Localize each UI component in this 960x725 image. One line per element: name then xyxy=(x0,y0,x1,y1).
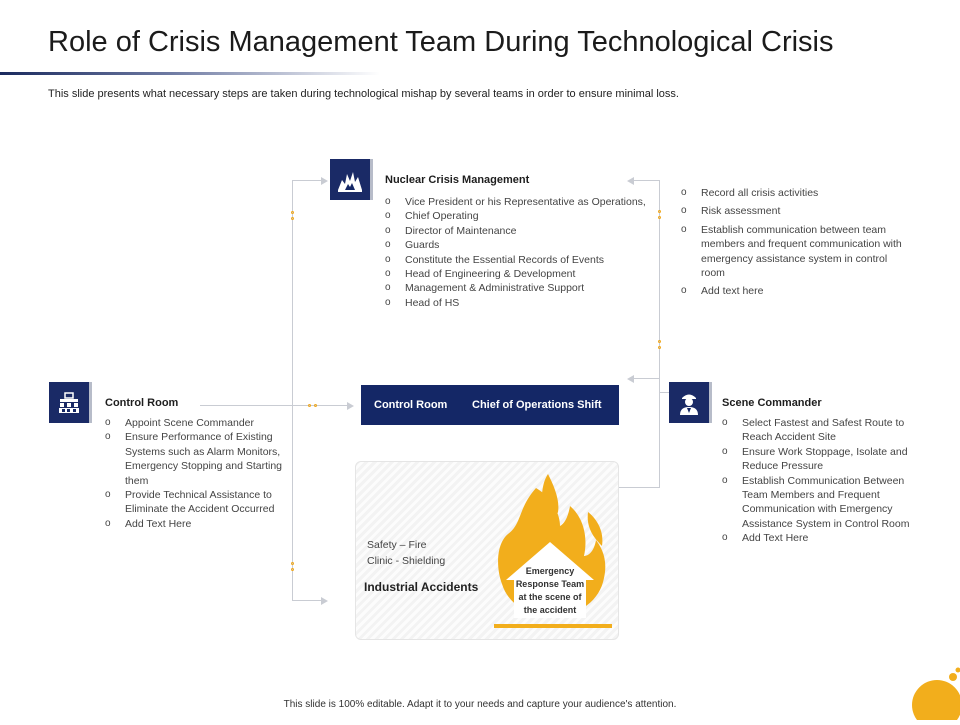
list-item: o Appoint Scene Commander xyxy=(105,416,285,430)
list-item: o Head of Engineering & Development xyxy=(385,267,670,281)
control-room-heading: Control Room xyxy=(105,397,178,409)
industrial-accidents-heading: Industrial Accidents xyxy=(364,580,478,594)
center-bar-right-label: Chief of Operations Shift xyxy=(472,399,602,411)
list-item: o Ensure Performance of Existing Systems such as Alarm Monitors, Emergency Stopping and Starting them xyxy=(105,430,285,488)
list-item: o Risk assessment xyxy=(681,204,906,218)
list-item: o Ensure Work Stoppage, Isolate and Reduce Pressure xyxy=(722,445,917,474)
records-list xyxy=(681,186,906,299)
list-item: o Provide Technical Assistance to Eliminate the Accident Occurred xyxy=(105,488,285,517)
list-item: o Add Text Here xyxy=(722,531,917,545)
safety-text xyxy=(367,537,445,569)
commander-icon xyxy=(669,382,712,423)
list-item: o Establish communication between team members and frequent communication with emergency assistance system in control room xyxy=(681,223,906,281)
subtitle: This slide presents what necessary steps are taken during technological mishap by several teams in order to ensure minimal loss. xyxy=(48,88,679,100)
emergency-line-4: the accident xyxy=(508,604,592,617)
list-item: o Management & Administrative Support xyxy=(385,281,670,295)
list-item: o Record all crisis activities xyxy=(681,186,906,200)
list-item: o Establish Communication Between Team Members and Frequent Communication with Emergency Assistance System in Control Room xyxy=(722,474,917,532)
safety-line-2: Clinic - Shielding xyxy=(367,553,445,569)
center-bar-left-label: Control Room xyxy=(374,399,447,411)
list-item: o Constitute the Essential Records of Events xyxy=(385,253,670,267)
nuclear-heading: Nuclear Crisis Management xyxy=(385,174,529,186)
emergency-line-3: at the scene of xyxy=(508,591,592,604)
list-item: o Chief Operating xyxy=(385,209,670,223)
emergency-line-1: Emergency xyxy=(508,565,592,578)
center-bar xyxy=(361,385,619,425)
safety-line-1: Safety – Fire xyxy=(367,537,445,553)
scene-commander-list xyxy=(722,416,917,546)
scene-commander-heading: Scene Commander xyxy=(722,397,822,409)
emergency-line-2: Response Team xyxy=(508,578,592,591)
control-room-icon xyxy=(49,382,92,423)
list-item: o Add text here xyxy=(681,284,906,298)
footer-note: This slide is 100% editable. Adapt it to your needs and capture your audience's attention. xyxy=(0,699,960,710)
list-item: o Vice President or his Representative as Operations, xyxy=(385,195,670,209)
decorative-blob xyxy=(905,665,960,720)
list-item: o Guards xyxy=(385,238,670,252)
emergency-team-label xyxy=(508,565,592,617)
page-title: Role of Crisis Management Team During Technological Crisis xyxy=(48,26,834,59)
nuclear-list xyxy=(385,195,670,310)
title-underline xyxy=(0,72,380,75)
list-item: o Director of Maintenance xyxy=(385,224,670,238)
list-item: o Select Fastest and Safest Route to Reach Accident Site xyxy=(722,416,917,445)
list-item: o Head of HS xyxy=(385,296,670,310)
nuclear-explosion-icon xyxy=(330,159,373,200)
control-room-list xyxy=(105,416,285,531)
list-item: o Add Text Here xyxy=(105,517,285,531)
